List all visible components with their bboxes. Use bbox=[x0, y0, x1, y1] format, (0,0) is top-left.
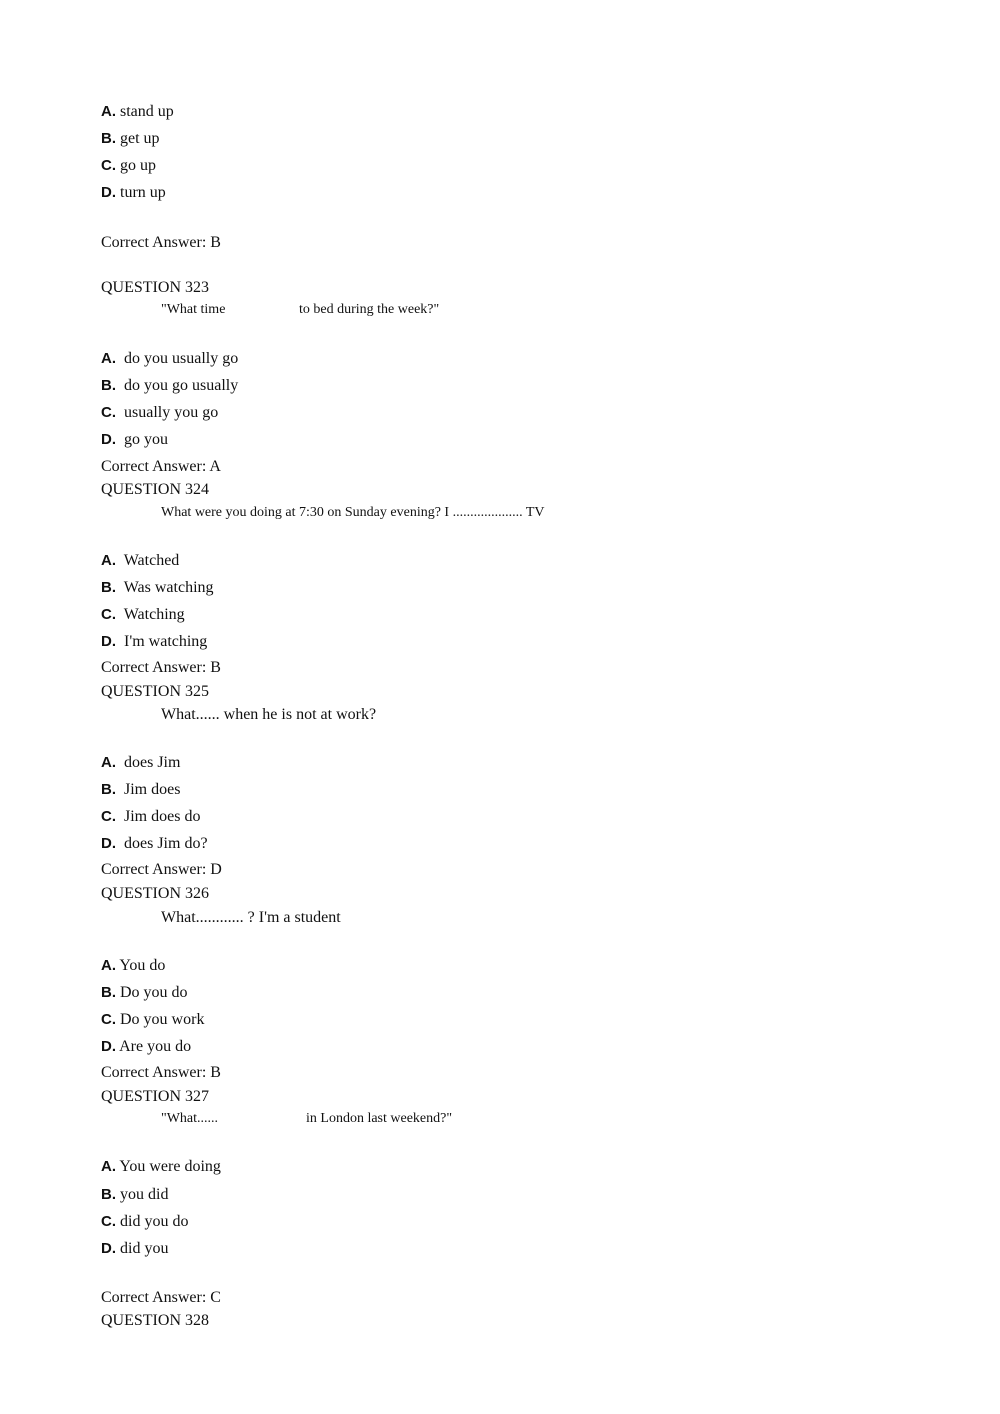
question-header: QUESTION 328 bbox=[101, 1312, 209, 1329]
question-stem: What...... when he is not at work? bbox=[161, 706, 377, 723]
question-header: QUESTION 324 bbox=[101, 481, 209, 498]
option-c: C. usually you go bbox=[101, 404, 219, 421]
question-stem: "What...... bbox=[161, 1111, 219, 1126]
correct-answer: Correct Answer: B bbox=[101, 659, 221, 676]
option-a: A. You do bbox=[101, 957, 166, 974]
question-stem-cont: in London last weekend?" bbox=[306, 1111, 453, 1126]
question-header: QUESTION 326 bbox=[101, 885, 209, 902]
option-d: D. does Jim do? bbox=[101, 835, 208, 852]
option-b: B. Do you do bbox=[101, 984, 188, 1001]
option-c: C. did you do bbox=[101, 1213, 189, 1230]
question-header: QUESTION 323 bbox=[101, 279, 209, 296]
option-a: A. Watched bbox=[101, 552, 180, 569]
option-d: D. Are you do bbox=[101, 1038, 192, 1055]
option-b: B. Jim does bbox=[101, 781, 181, 798]
question-stem: What............ ? I'm a student bbox=[161, 909, 341, 926]
option-a: A. stand up bbox=[101, 103, 174, 120]
option-c: C. Watching bbox=[101, 606, 185, 623]
question-stem: What were you doing at 7:30 on Sunday evening? I .................... TV bbox=[161, 505, 545, 520]
correct-answer: Correct Answer: B bbox=[101, 1064, 221, 1081]
option-b: B. you did bbox=[101, 1186, 169, 1203]
option-a: A. does Jim bbox=[101, 754, 181, 771]
option-a: A. do you usually go bbox=[101, 350, 239, 367]
question-header: QUESTION 327 bbox=[101, 1088, 209, 1105]
correct-answer: Correct Answer: A bbox=[101, 458, 221, 475]
option-b: B. get up bbox=[101, 130, 160, 147]
option-b: B. Was watching bbox=[101, 579, 214, 596]
option-d: D. go you bbox=[101, 431, 168, 448]
correct-answer: Correct Answer: B bbox=[101, 234, 221, 251]
option-c: C. Jim does do bbox=[101, 808, 201, 825]
option-c: C. Do you work bbox=[101, 1011, 205, 1028]
option-b: B. do you go usually bbox=[101, 377, 239, 394]
option-d: D. I'm watching bbox=[101, 633, 208, 650]
correct-answer: Correct Answer: D bbox=[101, 861, 222, 878]
question-header: QUESTION 325 bbox=[101, 683, 209, 700]
correct-answer: Correct Answer: C bbox=[101, 1289, 221, 1306]
option-d: D. turn up bbox=[101, 184, 166, 201]
question-stem: "What time bbox=[161, 302, 226, 317]
question-stem-cont: to bed during the week?" bbox=[299, 302, 440, 317]
option-c: C. go up bbox=[101, 157, 156, 174]
option-a: A. You were doing bbox=[101, 1158, 221, 1175]
option-d: D. did you bbox=[101, 1240, 169, 1257]
